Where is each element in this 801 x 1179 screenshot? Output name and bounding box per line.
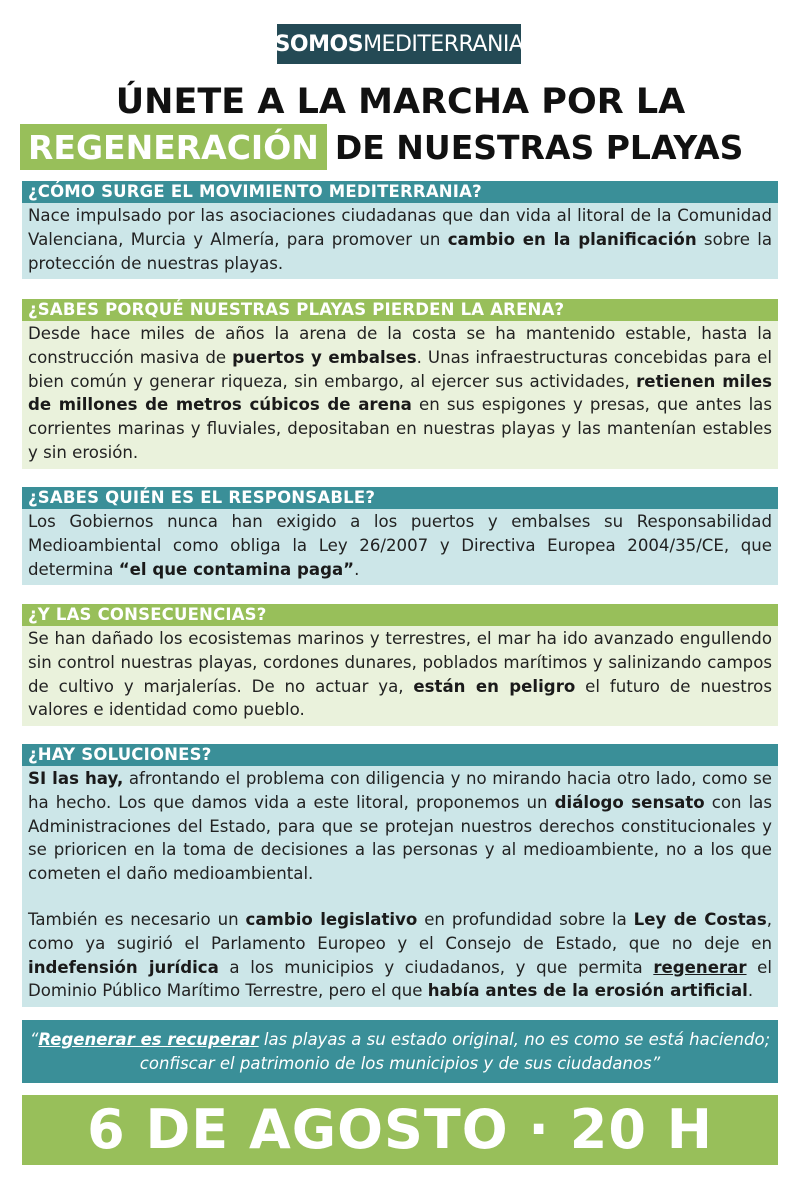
quote-open-mark: “: [29, 1030, 39, 1049]
section-paragraph: [28, 510, 772, 581]
section-title: ¿HAY SOLUCIONES?: [22, 744, 778, 766]
section-why-sand: [22, 299, 778, 469]
section-solutions: [22, 744, 778, 1007]
section-consequences: [22, 604, 778, 726]
text-run: sobre la protección de nuestras playas.: [28, 229, 772, 273]
bold-run: diálogo sensato: [554, 792, 705, 812]
text-run: .: [354, 559, 360, 579]
text-run: con las Administraciones del Estado, para que se protejan nuestros derechos constitucionales y se prioricen en la toma de decisiones a las personas y al medioambiente, no a los que cometen el daño medioambiental.: [28, 792, 772, 884]
bold-run: Ley de Costas: [633, 909, 767, 929]
bold-run: había antes de la erosión artificial: [427, 981, 748, 1001]
bold-run: cambio en la planificación: [447, 229, 697, 249]
section-paragraph: [28, 627, 772, 722]
text-run: a los municipios y ciudadanos, y que permita: [218, 957, 654, 977]
bold-run: “el que contamina paga”: [118, 559, 355, 579]
quote-box: [22, 1020, 778, 1083]
headline-highlight: REGENERACIÓN: [20, 124, 327, 170]
bold-run: puertos y embalses: [232, 347, 417, 367]
quote-text: las playas a su estado original, no es como se está haciendo; confiscar el patrimonio de los municipios y de sus ciudadanos”: [139, 1030, 771, 1073]
section-paragraph: [28, 204, 772, 275]
quote-emphasis: Regenerar es recuperar: [38, 1030, 259, 1049]
section-body: [22, 766, 778, 1007]
bold-run: retienen miles de millones de metros cúbicos de arena: [28, 371, 772, 415]
text-run: Desde hace miles de años la arena de la costa se ha mantenido estable, hasta la construcción masiva de: [28, 324, 772, 367]
text-run: el futuro de nuestros valores e identidad como pueblo.: [28, 676, 772, 720]
bold-run: indefensión jurídica: [28, 957, 219, 977]
section-title: ¿SABES PORQUÉ NUESTRAS PLAYAS PIERDEN LA ARENA?: [22, 299, 778, 321]
event-date: 6 DE AGOSTO · 20 H: [22, 1095, 778, 1165]
section-paragraph: [28, 767, 772, 886]
section-origin: [22, 181, 778, 279]
text-run: en profundidad sobre la: [417, 909, 634, 929]
section-body: [22, 509, 778, 585]
section-title: ¿Y LAS CONSECUENCIAS?: [22, 604, 778, 626]
headline-line-1: ÚNETE A LA MARCHA POR LA: [115, 82, 686, 122]
section-body: [22, 626, 778, 726]
text-run: Nace impulsado por las asociaciones ciudadanas que dan vida al litoral de la Comunidad Valenciana, Murcia y Almería, para promover un: [28, 206, 772, 249]
section-title: ¿CÓMO SURGE EL MOVIMIENTO MEDITERRANIA?: [22, 181, 778, 203]
logo-somos-mediterrania: [274, 24, 524, 64]
section-responsible: [22, 487, 778, 585]
text-run: afrontando el problema con diligencia y no mirando hacia otro lado, como se ha hecho. Los que damos vida a este litoral, proponemos un: [28, 769, 772, 812]
text-run: También es necesario un: [28, 909, 246, 929]
logo-text-bold: SOMOS: [274, 31, 364, 57]
headline-line-2-rest: DE NUESTRAS PLAYAS: [334, 127, 744, 167]
section-paragraph: [28, 908, 772, 1003]
text-run: el Dominio Público Marítimo Terrestre, pero el que: [28, 957, 772, 1001]
section-body: [22, 203, 778, 279]
text-run: . Unas infraestructuras concebidas para el bien común y generar riqueza, sin embargo, al ejercer sus actividades,: [28, 347, 773, 391]
section-title: ¿SABES QUIÉN ES EL RESPONSABLE?: [22, 487, 778, 509]
headline-line-2: [20, 124, 780, 170]
bold-run: están en peligro: [413, 676, 576, 696]
bold-run: cambio legislativo: [245, 909, 418, 929]
text-run: en sus espigones y presas, que antes las corrientes marinas y fluviales, depositaban en nuestras playas y las mantenían estables y sin erosión.: [28, 395, 772, 462]
text-run: Los Gobiernos nunca han exigido a los puertos y embalses su Responsabilidad Medioambiental como obliga la Ley 26/2007 y Directiva Europea 2004/35/CE, que determina: [28, 512, 772, 579]
section-body: [22, 321, 778, 469]
section-paragraph: [28, 322, 772, 465]
text-run: .: [747, 981, 754, 1001]
logo-text-rest: MEDITERRANIA: [363, 31, 524, 57]
bold-underlined-run: regenerar: [653, 957, 747, 977]
bold-run: SI las hay,: [28, 769, 124, 788]
text-run: Se han dañado los ecosistemas marinos y terrestres, el mar ha ido avanzado engullendo sin control nuestras playas, cordones dunares, poblados marítimos y salinizando campos de cultivo y marjalerías. De no actuar ya,: [28, 629, 772, 696]
text-run: , como ya sugirió el Parlamento Europeo y el Consejo de Estado, que no deje en: [28, 909, 772, 953]
